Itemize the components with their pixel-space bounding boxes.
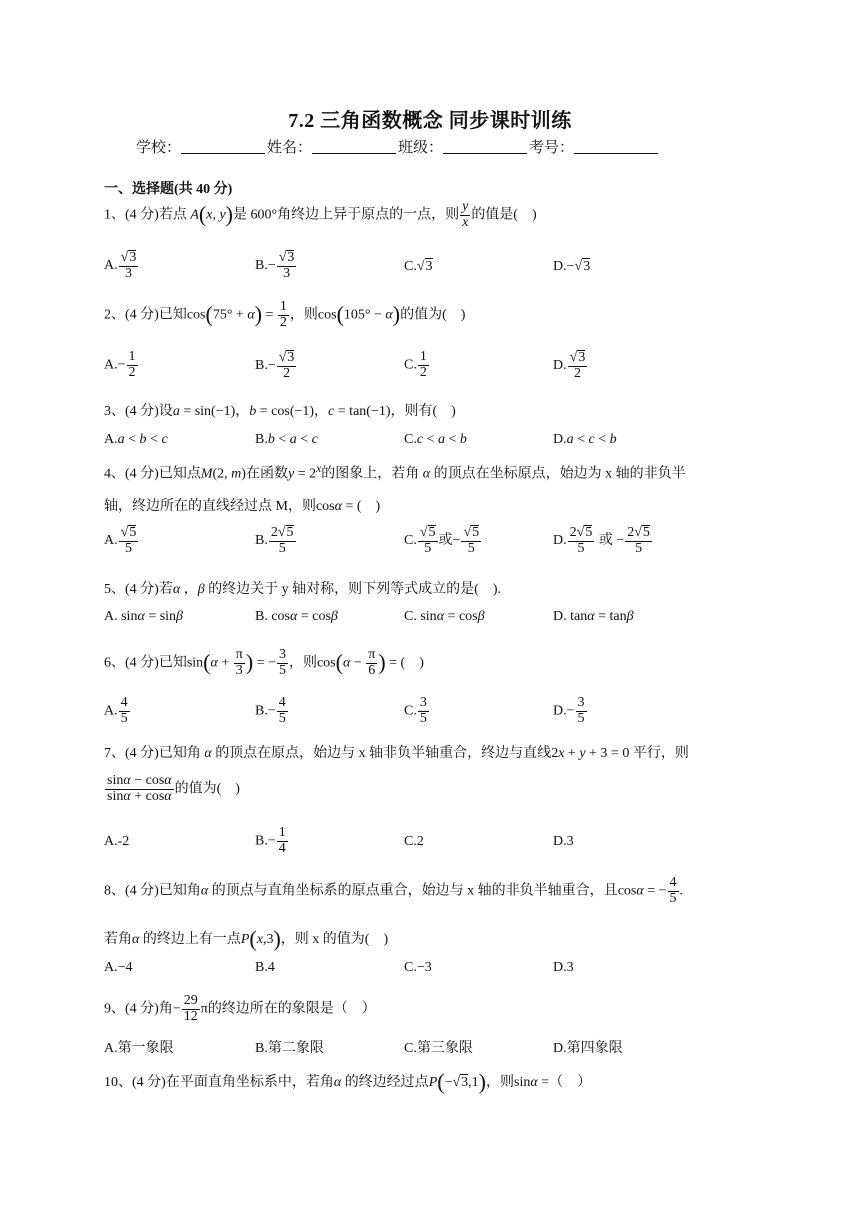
question-4-line2: 轴，终边所在的直线经过点 M，则cosα = ( ): [104, 499, 381, 514]
question-1: 1、(4 分)若点 A(x, y)是 600°角终边上异于原点的一点，则 $\frac{y}{x}$ 的值是( ): [104, 199, 537, 230]
q1-option-c[interactable]: C.√3: [404, 259, 433, 274]
q5-option-a[interactable]: A. sinα = sinβ: [104, 609, 184, 624]
q1-option-b[interactable]: B.− $\frac{√3}{3}$: [255, 250, 295, 281]
question-5: 5、(4 分)若α ，β 的终边关于 y 轴对称，则下列等式成立的是( ).: [104, 582, 501, 597]
q3-option-b[interactable]: B.b < a < c: [255, 432, 318, 447]
section-heading: 一、选择题(共 40 分): [104, 182, 233, 197]
exam-no-label: 考号：: [529, 140, 575, 156]
q3-option-c[interactable]: C.c < a < b: [404, 432, 467, 447]
q9-option-d[interactable]: D.第四象限: [553, 1041, 623, 1056]
question-4: 4、(4 分)已知点M(2, m)在函数$y = 2^x$的图象上，若角 α 的顶点在坐标原点，始边为 x 轴的非负半: [104, 462, 686, 482]
q8-option-d[interactable]: D.3: [553, 960, 574, 975]
question-8-line2: 若角α 的终边上有一点P(x,3)，则 x 的值为( ): [104, 926, 389, 951]
q4-option-a[interactable]: A. $\frac{√5}{5}$: [104, 525, 137, 556]
q8-option-b[interactable]: B.4: [255, 960, 275, 975]
q6-option-a[interactable]: A. $\frac{4}{5}$: [104, 695, 128, 726]
q1-option-d[interactable]: D.−√3: [553, 259, 591, 274]
q4-option-b[interactable]: B. $\frac{2√5}{5}$: [255, 525, 294, 556]
q3-option-d[interactable]: D.a < c < b: [553, 432, 617, 447]
name-blank: [312, 139, 396, 154]
q4-option-c[interactable]: C. $\frac{√5}{5}$ 或− $\frac{√5}{5}$: [404, 525, 480, 556]
class-label: 班级：: [398, 140, 444, 156]
q5-option-c[interactable]: C. sinα = cosβ: [404, 609, 485, 624]
question-7: 7、(4 分)已知角 α 的顶点在原点，始边与 x 轴非负半轴重合，终边与直线2x + y + 3 = 0 平行，则: [104, 746, 689, 761]
q7-option-d[interactable]: D.3: [553, 834, 574, 849]
q9-option-c[interactable]: C.第三象限: [404, 1041, 473, 1056]
question-7-line2: $\frac{\sin\alpha - \cos\alpha}{\sin\alpha + \cos\alpha}$ 的值为( ): [107, 773, 240, 804]
q8-option-c[interactable]: C.−3: [404, 960, 432, 975]
question-10: 10、(4 分)在平面直角坐标系中，若角α 的终边经过点P(−√3,1)，则sinα =（ ）: [104, 1069, 592, 1094]
q9-option-b[interactable]: B.第二象限: [255, 1041, 324, 1056]
exam-no-blank: [574, 139, 658, 154]
q7-option-b[interactable]: B.− $\frac{1}{4}$: [255, 825, 286, 856]
q4-option-d[interactable]: D. $\frac{2√5}{5}$ 或 − $\frac{2√5}{5}$: [553, 525, 650, 556]
question-6: 6、(4 分)已知sin(α + $\frac{\pi}{3}$ ) = − $\frac{3}{5}$ ，则cos(α − $\frac{\pi}{6}$ ) = ( ): [104, 647, 424, 678]
question-3: 3、(4 分)设a = sin(−1)，b = cos(−1)，c = tan(−1)，则有( ): [104, 404, 456, 419]
page-title: 7.2 三角函数概念 同步课时训练: [288, 110, 572, 132]
q7-option-a[interactable]: A.-2: [104, 834, 130, 849]
q6-option-c[interactable]: C. $\frac{3}{5}$: [404, 695, 427, 726]
question-8: 8、(4 分)已知角α 的顶点与直角坐标系的原点重合，始边与 x 轴的非负半轴重合，且cosα = − $\frac{4}{5}$ .: [104, 875, 684, 906]
q5-option-d[interactable]: D. tanα = tanβ: [553, 609, 634, 624]
question-2: 2、(4 分)已知cos(75° + α) = $\frac{1}{2}$ ，则cos(105° − α)的值为( ): [104, 299, 466, 330]
q8-option-a[interactable]: A.−4: [104, 960, 133, 975]
q1-option-a[interactable]: A. $\frac{√3}{3}$: [104, 250, 137, 281]
student-info-line: [136, 136, 660, 157]
name-label: 姓名：: [267, 140, 313, 156]
q5-option-b[interactable]: B. cosα = cosβ: [255, 609, 338, 624]
q6-option-b[interactable]: B.− $\frac{4}{5}$: [255, 695, 286, 726]
q3-option-a[interactable]: A.a < b < c: [104, 432, 168, 447]
school-blank: [181, 139, 265, 154]
q9-option-a[interactable]: A.第一象限: [104, 1041, 174, 1056]
q2-option-c[interactable]: C. $\frac{1}{2}$: [404, 349, 427, 380]
school-label: 学校：: [136, 140, 182, 156]
q6-option-d[interactable]: D.− $\frac{3}{5}$: [553, 695, 585, 726]
q2-option-d[interactable]: D. $\frac{√3}{2}$: [553, 350, 586, 381]
q2-option-a[interactable]: A.− $\frac{1}{2}$: [104, 349, 136, 380]
q2-option-b[interactable]: B.− $\frac{√3}{2}$: [255, 350, 295, 381]
q7-option-c[interactable]: C.2: [404, 834, 424, 849]
class-blank: [443, 139, 527, 154]
question-9: 9、(4 分)角− $\frac{29}{12}$ π的终边所在的象限是（ ）: [104, 993, 376, 1024]
